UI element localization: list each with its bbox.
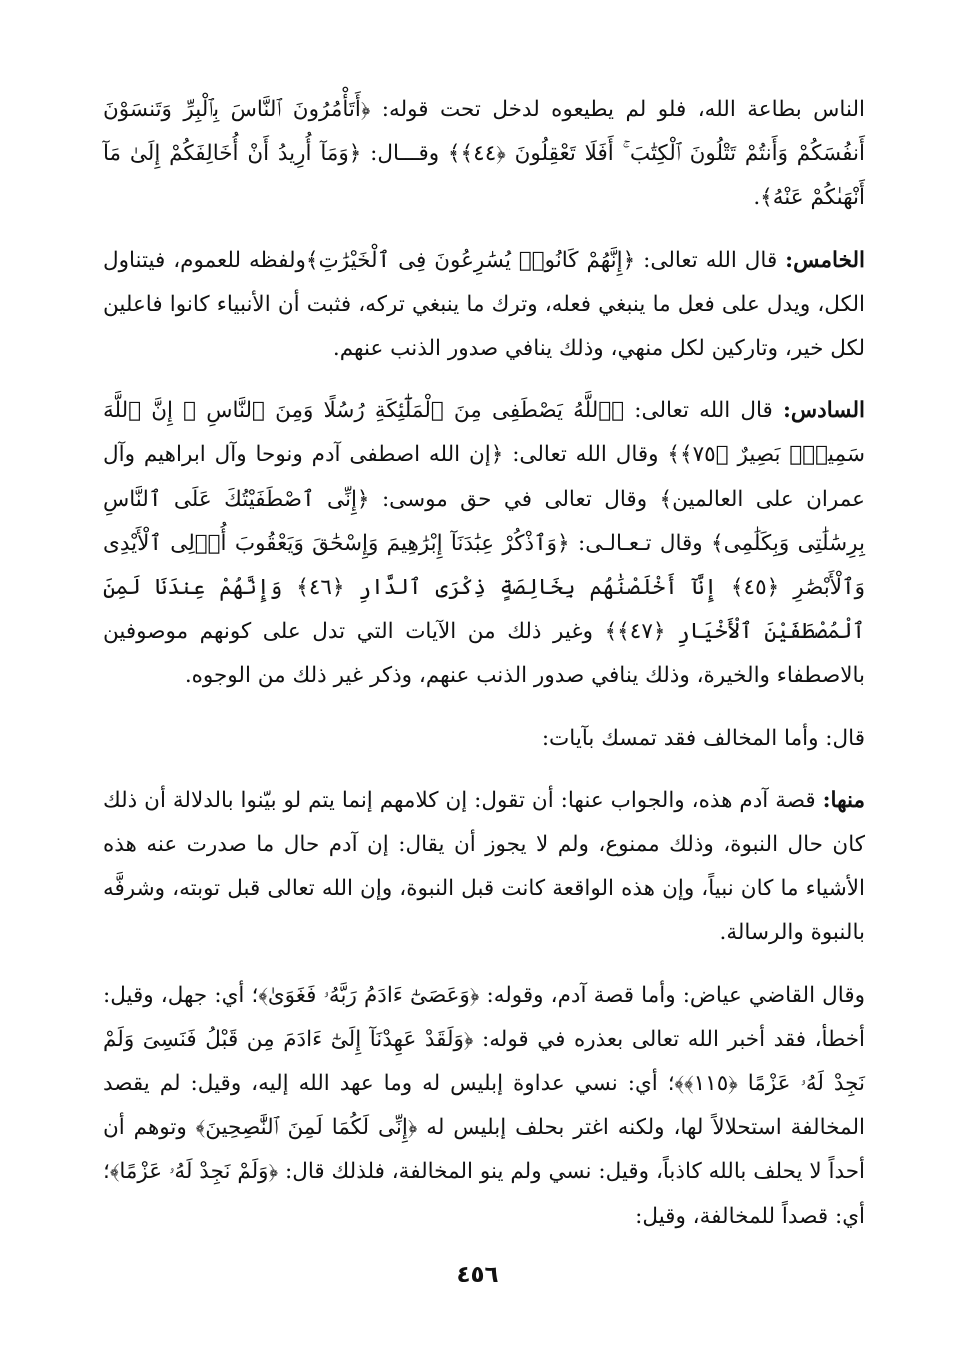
page-number: ٤٥٦ bbox=[456, 1262, 499, 1288]
paragraph-6 bbox=[103, 974, 865, 1239]
paragraph-5 bbox=[103, 779, 865, 956]
paragraph-text: قصة آدم هذه، والجواب عنها: أن تقول: إن كلامهم إنما يتم لو بيّنوا بالدلالة أن ذلك كان حال النبوة، وذلك ممنوع، ولم لا يجوز أن يقال: إن آدم حال ما صدرت عنه هذه الأشياء ما كان نبياً، وإن هذه الواقعة كانت قبل النبوة، وإن الله تعالى قبل توبته، وشرفَّه بالنبوة والرسالة. bbox=[103, 787, 865, 946]
paragraph-text: قال: وأما المخالف فقد تمسك بآيات: bbox=[541, 725, 865, 751]
paragraph-3 bbox=[103, 389, 865, 698]
paragraph-lead: السادس: bbox=[782, 398, 865, 424]
paragraph-1 bbox=[103, 88, 865, 221]
paragraph-text: الناس بطاعة الله، فلو لم يطيعوه لدخل تحت قوله: ﴿أَتَأْمُرُونَ ٱلنَّاسَ بِٱلْبِرِّ وَتَنسَوْنَ أَنفُسَكُمْ وَأَنتُمْ تَتْلُونَ ٱلْكِتَٰبَ ۚ أَفَلَا تَعْقِلُونَ ﴿٤٤﴾﴾ وقـــال: ﴿وَمَآ أُرِيدُ أَنْ أُخَالِفَكُمْ إِلَىٰ مَآ أَنْهَىٰكُمْ عَنْهُ﴾. bbox=[103, 97, 865, 211]
paragraph-2 bbox=[103, 239, 865, 372]
paragraph-text: وقال القاضي عياض: وأما قصة آدم، وقوله: ﴿وَعَصَىٰٓ ءَادَمُ رَبَّهُۥ فَغَوَىٰ﴾؛ أي: جهل، وقيل: أخطأ، فقد أخبر الله تعالى بعذره في قوله: ﴿وَلَقَدْ عَهِدْنَآ إِلَىٰٓ ءَادَمَ مِن قَبْلُ فَنَسِىَ وَلَمْ نَجِدْ لَهُۥ عَزْمًا ﴿١١٥﴾﴾؛ أي: نسي عداوة إبليس له وما عهد الله إليه، وقيل: لم يقصد المخالفة استحلالاً لها، ولكنه اغتر بحلف إبليس له ﴿إِنِّى لَكُمَا لَمِنَ ٱلنَّٰصِحِينَ﴾ وتوهم أن أحداً لا يحلف بالله كاذباً، وقيل: نسي ولم ينو المخالفة، فلذلك قال: ﴿وَلَمْ نَجِدْ لَهُۥ عَزْمًا﴾؛ أي: قصداً للمخالفة، وقيل: bbox=[103, 982, 865, 1229]
paragraph-lead: الخامس: bbox=[785, 247, 865, 273]
paragraph-lead: منها: bbox=[822, 787, 865, 813]
paragraph-text: قال الله تعالى: ﴿إِنَّهُمْ كَانُوا۟ يُسَٰرِعُونَ فِى ٱلْخَيْرَٰتِ﴾ولفظه للعموم، فيتناول الكل، ويدل على فعل ما ينبغي فعله، وترك ما ينبغي تركه، فثبت أن الأنبياء كانوا فاعلين لكل خير، وتاركين لكل منهي، وذلك ينافي صدور الذنب عنهم. bbox=[103, 247, 865, 362]
paragraph-4 bbox=[103, 717, 865, 761]
paragraph-text: قال الله تعالى: ﴿ٱللَّهُ يَصْطَفِى مِنَ ٱلْمَلَٰٓئِكَةِ رُسُلًا وَمِنَ ٱلنَّاسِ ۚ إِنَّ ٱللَّهَ سَمِيعٌۢ بَصِيرٌ ﴿٧٥﴾﴾ وقال الله تعالى: ﴿إن الله اصطفى آدم ونوحا وآل ابراهيم وآل عمران على العالمين﴾ وقال تعالى في حق موسى: ﴿إِنِّى ٱصْطَفَيْتُكَ عَلَى ٱلنَّاسِ بِرِسَٰلَٰتِى وَبِكَلَٰمِى﴾ وقال تـعـالـى: ﴿وَٱذْكُرْ عِبَٰدَنَآ إِبْرَٰهِيمَ وَإِسْحَٰقَ وَيَعْقُوبَ أُو۟لِى ٱلْأَيْدِى وَٱلْأَبْصَٰرِ ﴿٤٥﴾ إِنَّآ أَخْلَصْنَٰهُم بِخَالِصَةٍ ذِكْرَى ٱلدَّارِ ﴿٤٦﴾ وَإِنَّهُمْ عِندَنَا لَمِنَ ٱلْمُصْطَفَيْنَ ٱلْأَخْيَارِ ﴿٤٧﴾﴾ وغير ذلك من الآيات التي تدل على كونهم موصوفين بالاصطفاء والخيرة، وذلك ينافي صدور الذنب عنهم، وذكر غير ذلك من الوجوه. bbox=[103, 398, 865, 689]
page-body bbox=[103, 88, 865, 1257]
